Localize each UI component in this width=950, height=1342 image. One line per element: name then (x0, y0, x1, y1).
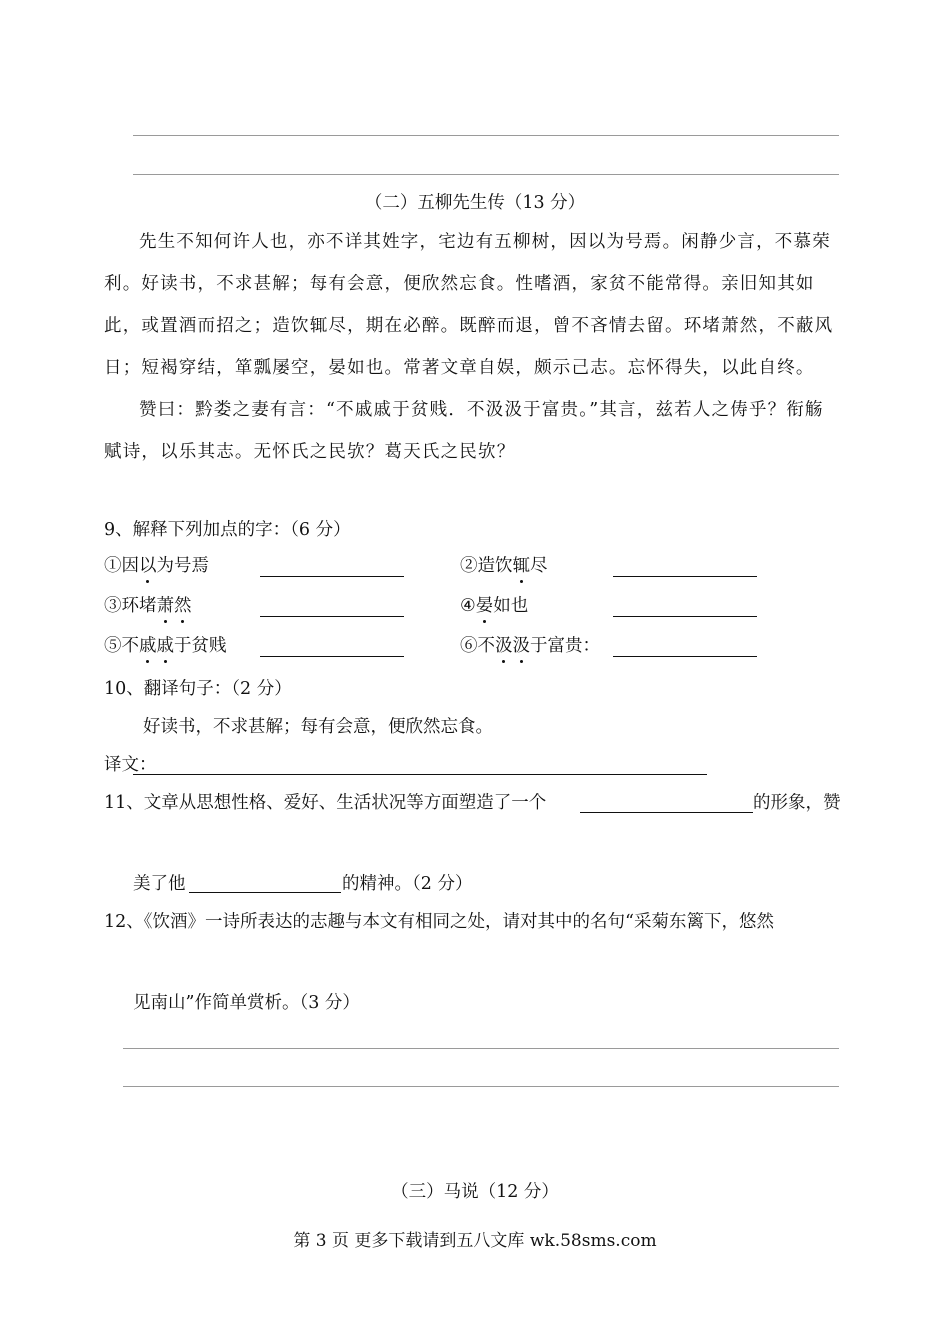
question-12-text: 见南山”作简单赏析。（3 分） (133, 993, 360, 1013)
answer-blank[interactable] (189, 892, 341, 893)
dotted-char: 以 (139, 556, 157, 576)
answer-blank[interactable] (260, 576, 404, 577)
answer-line (133, 174, 839, 175)
q9-item (460, 558, 548, 576)
answer-blank[interactable] (613, 576, 757, 577)
question-11-text: 的形象，赞 (753, 793, 841, 813)
answer-line[interactable] (123, 1048, 839, 1049)
page-footer: 第 3 页 更多下载请到五八文库 wk.58sms.com (293, 1231, 657, 1251)
question-12-stem: 12、《饮酒》一诗所表达的志趣与本文有相同之处，请对其中的名句“采菊东篱下，悠然 (104, 912, 774, 932)
item-text: 于富贵： (530, 636, 600, 656)
translation-sentence: 好读书，不求甚解；每有会意，便欣然忘食。 (143, 717, 493, 737)
item-text: 如也 (493, 596, 529, 616)
question-11-text: 的精神。（2 分） (342, 874, 473, 894)
dotted-char: 辄 (512, 556, 530, 576)
q9-item (104, 558, 209, 576)
item-text: 尽 (530, 556, 548, 576)
item-number: ④ (460, 596, 476, 616)
dotted-char: 汲 (495, 636, 513, 656)
q9-item (460, 598, 528, 616)
question-10-stem: 10、翻译句子：（2 分） (104, 679, 292, 699)
question-11-text: 美了他 (133, 874, 186, 894)
item-text: 造饮 (477, 556, 513, 576)
passage-paragraph: 赞曰：黔娄之妻有言：“不戚戚于贫贱．不汲汲于富贵。”其言，兹若人之俦乎？衔觞赋诗，以乐其志。无怀氏之民欤？葛天氏之民欤？ (104, 400, 824, 462)
dotted-char: 汲 (512, 636, 530, 656)
dotted-char: 戚 (139, 636, 157, 656)
answer-blank[interactable] (580, 812, 753, 813)
item-text: 不 (477, 636, 495, 656)
translation-label: 译文： (104, 755, 157, 775)
passage (104, 221, 834, 473)
dotted-char: 晏 (475, 596, 494, 616)
answer-blank[interactable] (260, 656, 404, 657)
q9-item (460, 638, 600, 656)
section-title: （二）五柳先生传（13 分） (364, 193, 586, 213)
passage-paragraph: 先生不知何许人也，亦不详其姓字，宅边有五柳树，因以为号焉。闲静少言，不慕荣利。好读书，不求甚解；每有会意，便欣然忘食。性嗜酒，家贫不能常得。亲旧知其如此，或置酒而招之；造饮辄尽，期在必醉。既醉而退，曾不吝情去留。环堵萧然，不蔽风日；短褐穿结，箪瓢屡空，晏如也。常著文章自娱，颇示己志。忘怀得失，以此自终。 (104, 232, 834, 378)
item-text: 环堵 (121, 596, 157, 616)
question-9-stem: 9、解释下列加点的字：（6 分） (104, 520, 351, 540)
translation-answer-line[interactable] (133, 774, 707, 775)
item-text: 不 (121, 636, 139, 656)
item-number: ⑤ (104, 636, 122, 656)
dotted-char: 萧 (156, 596, 174, 616)
q9-item (104, 638, 227, 656)
item-number: ① (104, 556, 122, 576)
item-number: ② (460, 556, 478, 576)
item-text: 为号焉 (156, 556, 209, 576)
answer-line (133, 135, 839, 136)
dotted-char: 戚 (156, 636, 174, 656)
q9-item (104, 598, 192, 616)
answer-line[interactable] (123, 1086, 839, 1087)
dotted-char: 然 (174, 596, 192, 616)
item-text: 因 (121, 556, 139, 576)
answer-blank[interactable] (613, 616, 757, 617)
item-text: 于贫贱 (174, 636, 227, 656)
item-number: ③ (104, 596, 122, 616)
section-title: （三）马说（12 分） (391, 1182, 559, 1202)
answer-blank[interactable] (613, 656, 757, 657)
answer-blank[interactable] (260, 616, 404, 617)
item-number: ⑥ (460, 636, 478, 656)
question-11-stem: 11、文章从思想性格、爱好、生活状况等方面塑造了一个 (104, 793, 547, 813)
